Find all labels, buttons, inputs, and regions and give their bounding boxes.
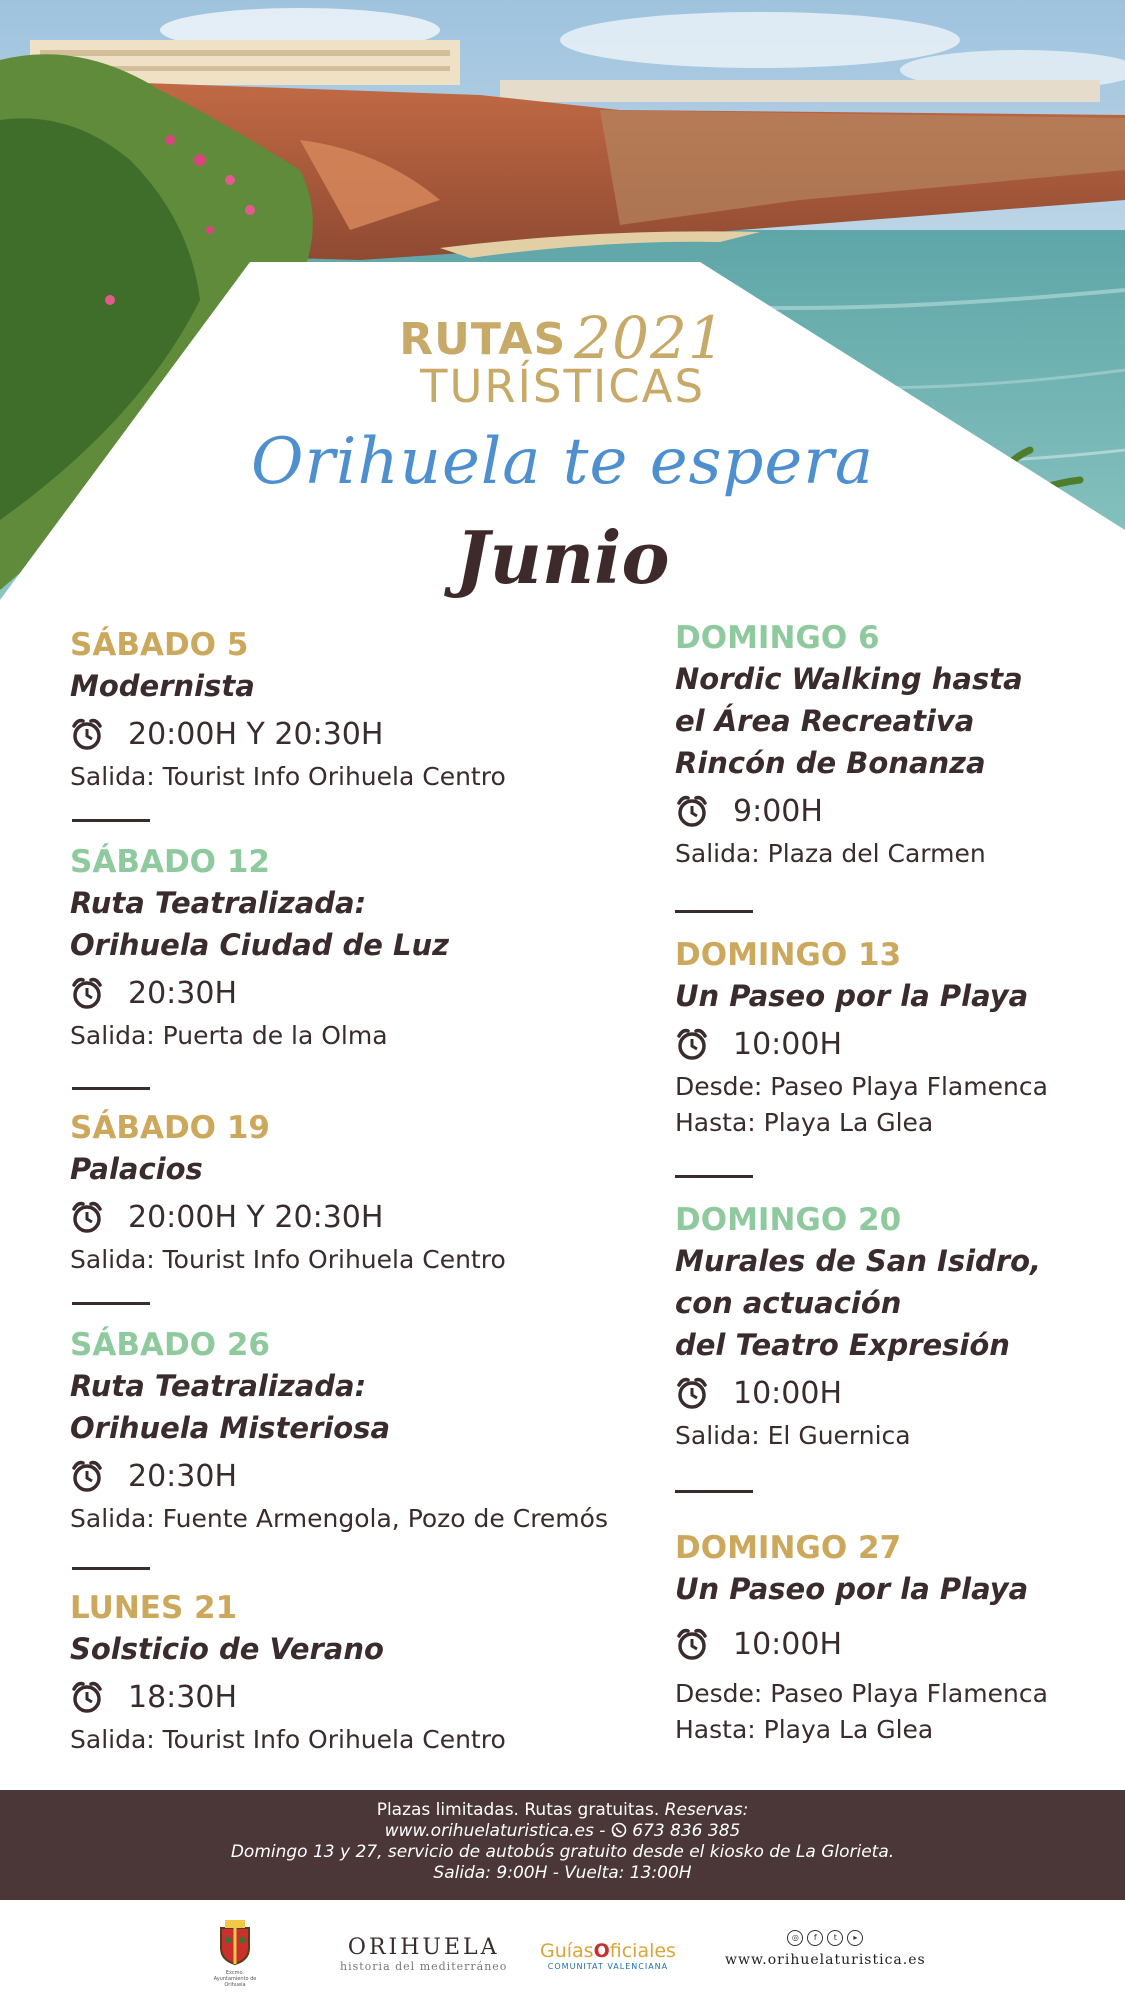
event-card [675, 618, 1095, 872]
twitter-icon[interactable]: t [827, 1930, 843, 1946]
event-card [675, 1528, 1095, 1748]
header-tagline: Orihuela te espera [250, 425, 875, 499]
divider [675, 910, 753, 913]
footer-reservas-label: Reservas: [664, 1800, 749, 1820]
event-title: Solsticio de Verano [70, 1632, 384, 1666]
header-rutas [250, 300, 875, 372]
event-time-row [675, 786, 1095, 836]
youtube-icon[interactable]: ▸ [847, 1930, 863, 1946]
event-card [70, 1108, 650, 1278]
footer-line-4: Salida: 9:00H - Vuelta: 13:00H [433, 1863, 692, 1883]
alarm-clock-icon [70, 717, 104, 751]
divider [72, 819, 150, 822]
event-time: 10:00H [733, 1626, 843, 1662]
footer-line-1 [0, 1800, 1125, 1821]
event-day: DOMINGO 20 [675, 1202, 902, 1238]
divider [675, 1175, 753, 1178]
event-card [70, 625, 650, 795]
event-place: Salida: Tourist Info Orihuela Centro [70, 762, 506, 791]
event-time-row [675, 1019, 1095, 1069]
event-place: Salida: Fuente Armengola, Pozo de Cremós [70, 1504, 608, 1533]
event-time-row [70, 1192, 650, 1242]
header-year: 2021 [574, 304, 726, 372]
event-title: Nordic Walking hasta el Área Recreativa Rincón de Bonanza [675, 662, 1023, 780]
alarm-clock-icon [675, 794, 709, 828]
event-time: 20:30H [128, 1458, 238, 1494]
coat-of-arms-icon [213, 1918, 257, 1966]
whatsapp-icon [611, 1822, 627, 1838]
event-card [675, 1200, 1095, 1454]
event-title: Ruta Teatralizada: Orihuela Misteriosa [70, 1369, 391, 1445]
event-place: Salida: Tourist Info Orihuela Centro [70, 1725, 506, 1754]
event-time-row [70, 709, 650, 759]
event-time-row [70, 968, 650, 1018]
event-place: Desde: Paseo Playa Flamenca Hasta: Playa La Glea [675, 1072, 1048, 1137]
header-rutas-word: RUTAS [399, 314, 567, 365]
alarm-clock-icon [70, 1200, 104, 1234]
alarm-clock-icon [675, 1627, 709, 1661]
divider [72, 1302, 150, 1305]
website-url[interactable]: www.orihuelaturistica.es [725, 1952, 926, 1968]
header-turisticas: TURÍSTICAS [419, 360, 706, 413]
event-place: Salida: Tourist Info Orihuela Centro [70, 1245, 506, 1274]
event-time: 18:30H [128, 1679, 238, 1715]
event-title: Palacios [70, 1152, 203, 1186]
event-time: 10:00H [733, 1026, 843, 1062]
event-card [70, 842, 650, 1054]
orihuela-logo [340, 1935, 507, 1973]
footer-web-link[interactable]: www.orihuelaturistica.es [384, 1821, 594, 1841]
facebook-icon[interactable]: f [807, 1930, 823, 1946]
event-day: SÁBADO 12 [70, 844, 270, 880]
footer-separator: - [593, 1821, 611, 1841]
event-place: Salida: El Guernica [675, 1421, 911, 1450]
council-caption: Excmo. Ayuntamiento de Orihuela [213, 1970, 257, 1988]
header-month: Junio [455, 515, 670, 600]
orihuela-logo-subtitle: historia del mediterráneo [340, 1960, 508, 1973]
event-day: LUNES 21 [70, 1590, 238, 1626]
event-time: 20:00H Y 20:30H [128, 1199, 384, 1235]
divider [675, 1490, 753, 1493]
divider [72, 1567, 150, 1570]
event-day: DOMINGO 13 [675, 937, 902, 973]
event-card [70, 1325, 650, 1537]
guias-word: Guías [540, 1940, 594, 1962]
event-day: SÁBADO 5 [70, 627, 249, 663]
event-time-row [70, 1672, 650, 1722]
alarm-clock-icon [675, 1376, 709, 1410]
event-time-row [675, 1612, 1095, 1676]
council-logo [210, 1918, 260, 1988]
guias-oficiales-wordmark [540, 1940, 676, 1962]
event-title: Murales de San Isidro, con actuación del Teatro Expresión [675, 1244, 1042, 1362]
event-time: 9:00H [733, 793, 823, 829]
event-day: SÁBADO 26 [70, 1327, 270, 1363]
orihuela-logo-name: ORIHUELA [347, 1935, 500, 1960]
event-place: Desde: Paseo Playa Flamenca Hasta: Playa La Glea [675, 1679, 1048, 1744]
event-place: Salida: Plaza del Carmen [675, 839, 986, 868]
instagram-icon[interactable]: ◎ [787, 1930, 803, 1946]
footer-line-2 [0, 1821, 1125, 1842]
footer-phone[interactable]: 673 836 385 [632, 1821, 741, 1841]
event-time: 20:00H Y 20:30H [128, 716, 384, 752]
guias-o: O [593, 1940, 610, 1962]
event-card [70, 1588, 650, 1758]
event-title: Un Paseo por la Playa [675, 1572, 1029, 1606]
logos-strip [0, 1900, 1125, 2000]
alarm-clock-icon [675, 1027, 709, 1061]
event-day: DOMINGO 27 [675, 1530, 902, 1566]
event-card [675, 935, 1095, 1141]
alarm-clock-icon [70, 976, 104, 1010]
footer-line-1-text: Plazas limitadas. Rutas gratuitas. [376, 1800, 665, 1820]
website-logo [725, 1930, 926, 1968]
guias-subtitle: COMUNITAT VALENCIANA [547, 1962, 669, 1971]
event-title: Un Paseo por la Playa [675, 979, 1029, 1013]
event-time-row [675, 1368, 1095, 1418]
event-place: Salida: Puerta de la Olma [70, 1021, 388, 1050]
social-icons [725, 1930, 926, 1946]
event-title: Modernista [70, 669, 255, 703]
footer-info-bar [0, 1790, 1125, 1900]
guias-ficiales: ficiales [609, 1940, 676, 1962]
event-day: DOMINGO 6 [675, 620, 880, 656]
event-time-row [70, 1451, 650, 1501]
divider [72, 1087, 150, 1090]
footer-line-3: Domingo 13 y 27, servicio de autobús gratuito desde el kiosko de La Glorieta. [230, 1842, 895, 1862]
alarm-clock-icon [70, 1459, 104, 1493]
event-time: 20:30H [128, 975, 238, 1011]
event-time: 10:00H [733, 1375, 843, 1411]
event-day: SÁBADO 19 [70, 1110, 270, 1146]
alarm-clock-icon [70, 1680, 104, 1714]
guias-oficiales-logo [540, 1940, 676, 1971]
event-title: Ruta Teatralizada: Orihuela Ciudad de Luz [70, 886, 450, 962]
